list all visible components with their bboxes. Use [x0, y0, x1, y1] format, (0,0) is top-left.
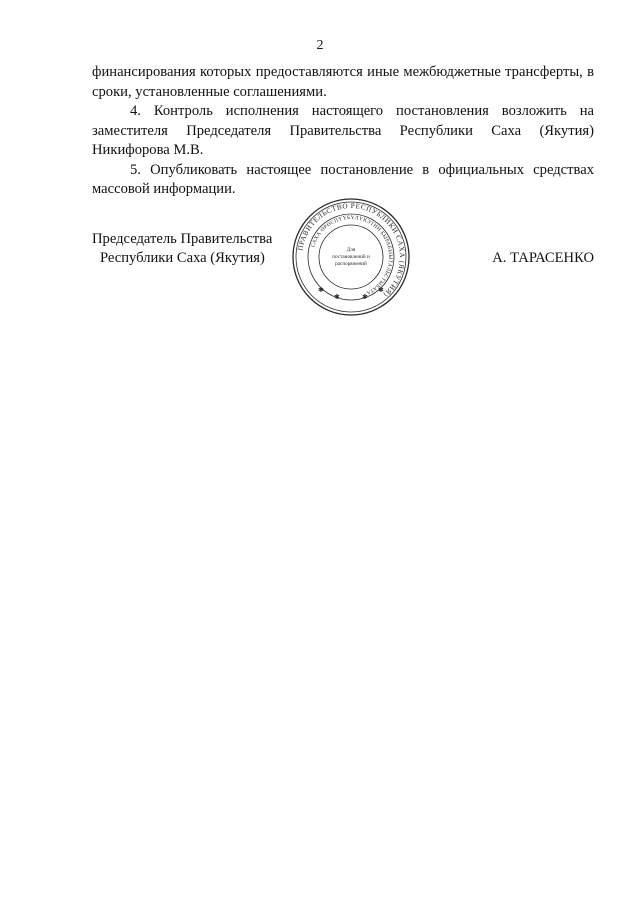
seal-center-line-3: распоряжений — [335, 261, 367, 267]
signatory-title-line-1: Председатель Правительства — [92, 231, 273, 247]
signatory-title-line-2: Республики Саха (Якутия) — [100, 250, 265, 266]
seal-star-icon: ✱ — [362, 293, 368, 301]
page-number: 2 — [316, 38, 324, 53]
signatory-title — [92, 230, 272, 268]
seal-star-icon: ✱ — [334, 293, 340, 301]
document-body — [92, 63, 594, 200]
seal-center-line-1: Для — [346, 247, 356, 253]
seal-star-icon: ✱ — [378, 286, 384, 294]
paragraph-item-4: 4. Контроль исполнения настоящего постановления возложить на заместителя Председателя Правительства Республики Саха (Якутия) Никифорова М.В. — [92, 103, 594, 158]
seal-center-line-2: постановлений и — [332, 254, 370, 260]
paragraph-continuation: финансирования которых предоставляются иные межбюджетные трансферты, в сроки, установленные соглашениями. — [92, 64, 594, 100]
paragraph-item-5: 5. Опубликовать настоящее постановление в официальных средствах массовой информации. — [92, 161, 594, 197]
signatory-name: А. ТАРАСЕНКО — [492, 250, 594, 266]
seal-outer-text: ПРАВИТЕЛЬСТВО РЕСПУБЛИКИ САХА (ЯКУТИЯ) — [296, 201, 407, 299]
official-seal-icon — [290, 196, 412, 318]
seal-inner-ring-text: САХА ӨРӨСПҮҮБҮЛҮКЭТИН БЫРАБЫЫТАЛЬСТЫБАТА — [310, 214, 394, 296]
seal-star-icon: ✱ — [318, 286, 324, 294]
